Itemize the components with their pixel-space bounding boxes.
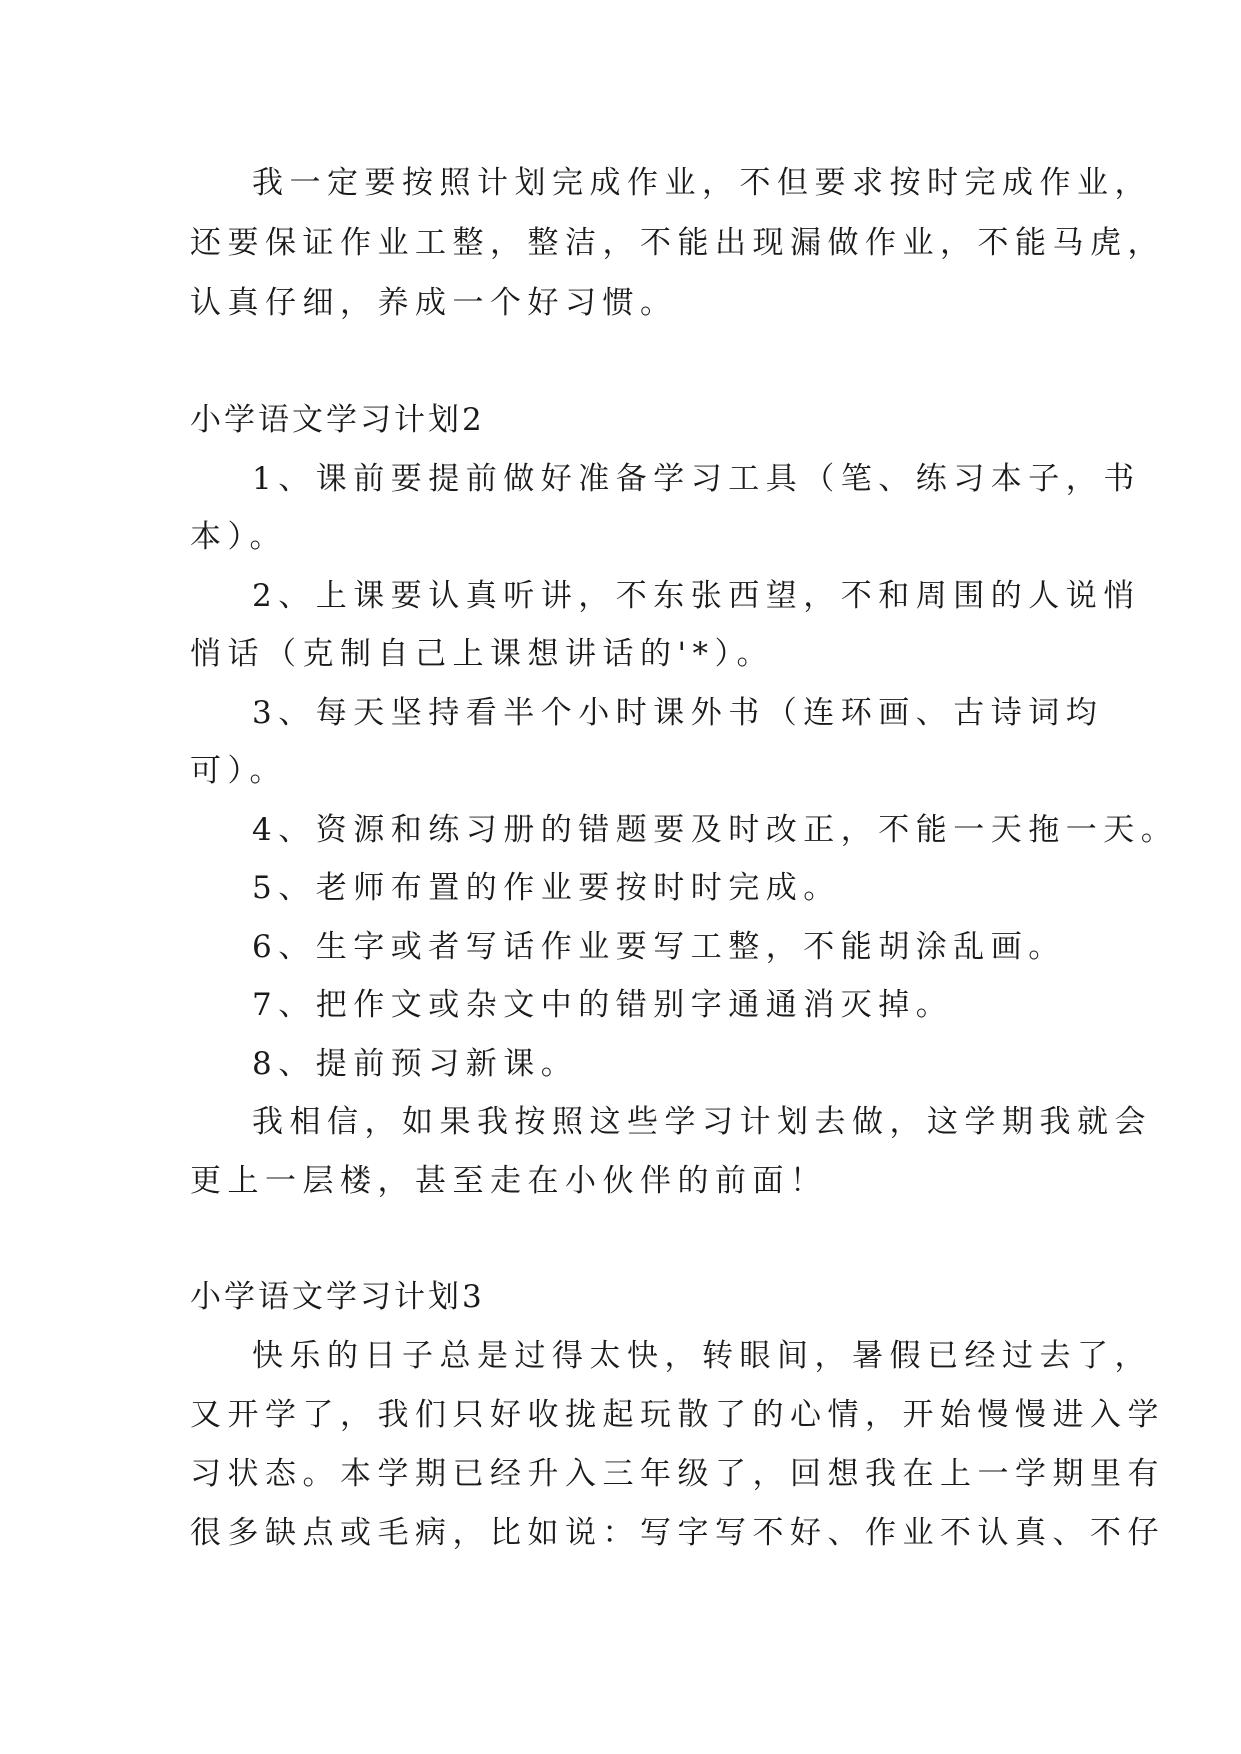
item-8: 8、提前预习新课。 [252, 1046, 579, 1082]
paragraph-1-line-1: 我一定要按照计划完成作业，不但要求按时完成作业， [252, 165, 1152, 201]
section-3-line-2: 又开学了，我们只好收拢起玩散了的心情，开始慢慢进入学 [190, 1397, 1165, 1433]
item-2-line-2: 悄话（克制自己上课想讲话的'*）。 [190, 636, 775, 672]
item-5: 5、老师布置的作业要按时时完成。 [252, 870, 841, 906]
paragraph-1-line-3: 认真仔细，养成一个好习惯。 [190, 285, 678, 321]
section-3-title: 小学语文学习计划3 [190, 1279, 485, 1315]
item-3-line-1: 3、每天坚持看半个小时课外书（连环画、古诗词均 [252, 695, 1104, 731]
closing-line-2: 更上一层楼，甚至走在小伙伴的前面！ [190, 1163, 828, 1199]
section-3-line-3: 习状态。本学期已经升入三年级了，回想我在上一学期里有 [190, 1456, 1165, 1492]
section-2-title: 小学语文学习计划2 [190, 402, 485, 438]
item-4: 4、资源和练习册的错题要及时改正，不能一天拖一天。 [252, 812, 1179, 848]
section-3-line-4: 很多缺点或毛病，比如说：写字写不好、作业不认真、不仔 [190, 1515, 1165, 1551]
paragraph-1-line-2: 还要保证作业工整，整洁，不能出现漏做作业，不能马虎， [190, 225, 1165, 261]
item-1-line-2: 本）。 [190, 519, 287, 555]
closing-line-1: 我相信，如果我按照这些学习计划去做，这学期我就会 [252, 1104, 1152, 1140]
section-3-line-1: 快乐的日子总是过得太快，转眼间，暑假已经过去了， [252, 1338, 1152, 1374]
item-6: 6、生字或者写话作业要写工整，不能胡涂乱画。 [252, 929, 1066, 965]
item-2-line-1: 2、上课要认真听讲，不东张西望，不和周围的人说悄 [252, 578, 1141, 614]
item-3-line-2: 可）。 [190, 753, 287, 789]
item-7: 7、把作文或杂文中的错别字通通消灭掉。 [252, 987, 954, 1023]
item-1-line-1: 1、课前要提前做好准备学习工具（笔、练习本子，书 [252, 461, 1141, 497]
